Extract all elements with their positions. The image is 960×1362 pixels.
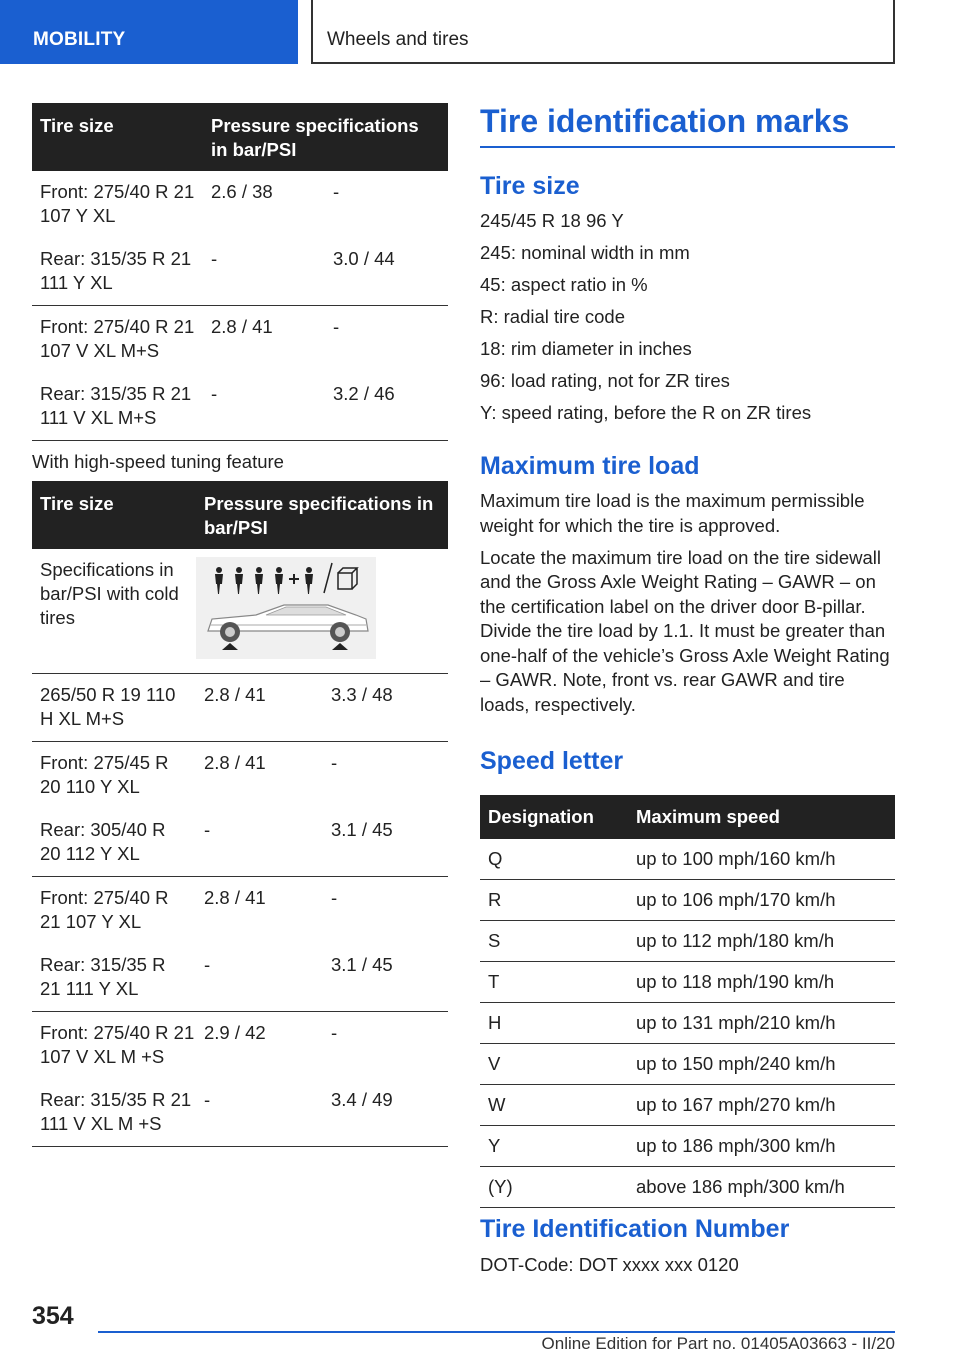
front-pressure-cell: 2.8 / 41 [204,887,266,908]
tire-size-cell: Rear: 305/40 R 20 112 Y XL [32,809,196,877]
speed-cell: up to 167 mph/270 km/h [628,1085,895,1126]
tire-size-cell: Front: 275/40 R 21 107 Y XL [40,181,195,226]
table-row [32,1012,448,1080]
list-item: 18: rim diameter in inches [480,338,692,359]
table-row [32,306,448,374]
col-pressure: Pressure specifications in bar/PSI [196,481,448,549]
speed-cell: up to 100 mph/160 km/h [628,839,895,880]
rear-pressure-cell: - [331,887,338,908]
page-number: 354 [32,1302,74,1330]
table-row [480,839,895,880]
table-row [32,877,448,945]
footer-rule [98,1331,895,1333]
front-pressure-cell: - [196,1079,323,1147]
table-row [32,373,448,441]
table-row [480,1044,895,1085]
front-pressure-cell: 2.6 / 38 [211,181,273,202]
list-item: 245/45 R 18 96 Y [480,210,624,231]
table-row [32,171,448,238]
tin-heading: Tire Identification Number [480,1215,790,1243]
speed-cell: up to 150 mph/240 km/h [628,1044,895,1085]
designation-cell: R [480,880,628,921]
designation-cell: V [480,1044,628,1085]
tire-size-heading: Tire size [480,172,580,200]
table-row [32,674,448,742]
table-row [32,549,448,674]
rear-pressure-cell: 3.2 / 46 [325,373,448,441]
speed-cell: up to 106 mph/170 km/h [628,880,895,921]
col-designation: Designation [480,795,628,839]
speed-letter-heading: Speed letter [480,747,624,775]
speed-letter-table [480,795,895,1208]
list-item: 45: aspect ratio in % [480,274,648,295]
speed-cell: up to 118 mph/190 km/h [628,962,895,1003]
col-max-speed: Maximum speed [628,795,895,839]
table-row [480,1085,895,1126]
page-title: Tire identification marks [480,103,895,148]
tire-size-cell: Rear: 315/35 R 21 111 V XL M+S [32,373,203,441]
paragraph: Locate the maximum tire load on the tire sidewall and the Gross Axle Weight Rating – GAWR – on the certification label on the driver door B-pillar. Divide the tire load by 1.1. It must be greater than one-half of the vehicle’s Gross Axle Weight Rating – GAWR. Note, front vs. rear GAWR and tire loads, respectively. [480,546,890,715]
front-pressure-cell: 2.8 / 41 [211,316,273,337]
designation-cell: Q [480,839,628,880]
designation-cell: S [480,921,628,962]
table-header-row [480,795,895,839]
front-pressure-cell: 2.9 / 42 [204,1022,266,1043]
table-row [480,1167,895,1208]
rear-pressure-cell: 3.1 / 45 [323,809,448,877]
tin-text: DOT-Code: DOT xxxx xxx 0120 [480,1254,739,1275]
designation-cell: W [480,1085,628,1126]
speed-cell: up to 186 mph/300 km/h [628,1126,895,1167]
tire-size-cell: Front: 275/45 R 20 110 Y XL [40,752,169,797]
list-item: 96: load rating, not for ZR tires [480,370,730,391]
high-speed-note: With high-speed tuning feature [32,451,284,472]
table-row [480,1126,895,1167]
rear-pressure-cell: - [331,1022,338,1043]
designation-cell: H [480,1003,628,1044]
max-load-heading: Maximum tire load [480,452,700,480]
vehicle-load-icon [196,557,376,659]
tire-size-list [480,209,896,433]
front-pressure-cell: 2.8 / 41 [196,674,323,742]
designation-cell: (Y) [480,1167,628,1208]
table-row [480,1003,895,1044]
speed-cell: above 186 mph/300 km/h [628,1167,895,1208]
edition-text: Online Edition for Part no. 01405A03663 - II/20 [541,1334,895,1353]
rear-pressure-cell: 3.4 / 49 [323,1079,448,1147]
tire-size-cell: 265/50 R 19 110 H XL M+S [32,674,196,742]
table-header-row [32,103,448,171]
load-illustration-cell [196,549,448,674]
table-row [32,742,448,810]
tire-size-cell: Rear: 315/35 R 21 111 Y XL [32,944,196,1012]
section-tab: MOBILITY [0,0,298,64]
table-row [32,944,448,1012]
rear-pressure-cell: 3.3 / 48 [323,674,448,742]
table-row [480,921,895,962]
designation-cell: T [480,962,628,1003]
tire-size-cell: Front: 275/40 R 21 107 Y XL [40,887,169,932]
speed-cell: up to 112 mph/180 km/h [628,921,895,962]
list-item: 245: nominal width in mm [480,242,690,263]
front-pressure-cell: - [196,809,323,877]
paragraph: Maximum tire load is the maximum permissible weight for which the tire is approved. [480,490,865,536]
pressure-table-high-speed [32,481,448,1147]
front-pressure-cell: - [196,944,323,1012]
rear-pressure-cell: - [331,752,338,773]
col-tire-size: Tire size [32,103,203,171]
max-load-text [480,489,896,717]
front-pressure-cell: - [203,373,325,441]
front-pressure-cell: 2.8 / 41 [204,752,266,773]
rear-pressure-cell: 3.0 / 44 [325,238,448,306]
table-row [32,238,448,306]
table-row [32,809,448,877]
tire-size-cell: Front: 275/40 R 21 107 V XL M+S [40,316,195,361]
tire-size-cell: Front: 275/40 R 21 107 V XL M +S [40,1022,195,1067]
speed-cell: up to 131 mph/210 km/h [628,1003,895,1044]
rear-pressure-cell: - [333,316,340,337]
list-item: Y: speed rating, before the R on ZR tires [480,402,812,423]
table-row [480,880,895,921]
table-row [32,1079,448,1147]
col-pressure: Pressure specifications in bar/PSI [203,103,448,171]
rear-pressure-cell: 3.1 / 45 [323,944,448,1012]
tire-size-cell: Rear: 315/35 R 21 111 Y XL [32,238,203,306]
rear-pressure-cell: - [333,181,340,202]
table-header-row [32,481,448,549]
col-tire-size: Tire size [32,481,196,549]
tire-size-cell: Rear: 315/35 R 21 111 V XL M +S [32,1079,196,1147]
spec-label-cell: Specifications in bar/PSI with cold tires [32,549,196,674]
list-item: R: radial tire code [480,306,625,327]
pressure-table-standard [32,103,448,441]
table-row [480,962,895,1003]
chapter-title: Wheels and tires [311,0,895,64]
front-pressure-cell: - [203,238,325,306]
designation-cell: Y [480,1126,628,1167]
